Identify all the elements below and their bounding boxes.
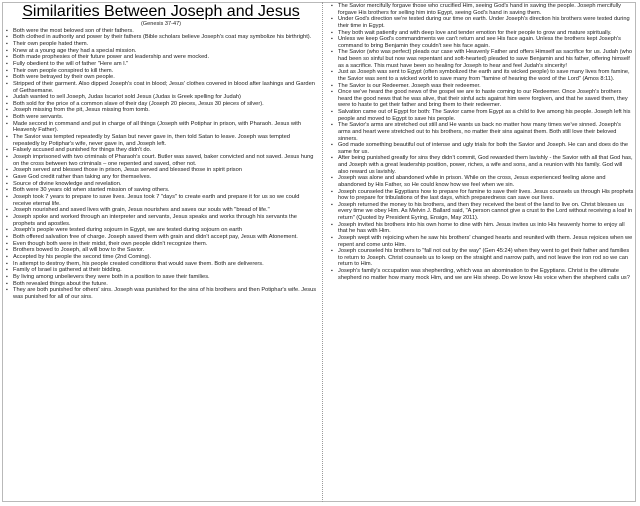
- similarity-item: ▪ Both sold for the price of a common slave of their day (Joseph 20 pieces, Jesus 30 pieces of silver).: [5, 101, 317, 108]
- similarity-item: ▪ Even though both were in their midst, their own people didn't recognize them.: [5, 241, 317, 248]
- similarity-item: ▪ Both made prophesies of their future power and leadership and were mocked.: [5, 54, 317, 61]
- similarity-item: ▪ Salvation came out of Egypt for both: The Savior came from Egypt as a child to live among his people. Joseph left his people and moved to Egypt to save his people.: [330, 109, 634, 122]
- similarity-item: ▪ By living among unbelievers they were both in a position to save their families.: [5, 274, 317, 281]
- similarity-item: ▪ Falsely accused and punished for things they didn't do.: [5, 147, 317, 154]
- similarity-item: ▪ Joseph took 7 years to prepare to save lives. Jesus took 7 "days" to create earth and prepare it for us so we could receive eternal life.: [5, 194, 317, 207]
- similarity-item: ▪ The Savior is our Redeemer. Joseph was their redeemer.: [330, 83, 634, 90]
- similarity-item: ▪ After being punished greatly for sins they didn't commit, God rewarded them lavishly - the Savior with all that God has, and Joseph with a great leadership position, power, riches, a wife and sons, and a reunion with his family. God will also reward us lavishly.: [330, 155, 634, 175]
- similarity-item: ▪ Their own people hated them.: [5, 41, 317, 48]
- similarity-item: ▪ Judah wanted to sell Joseph, Judas Iscariot sold Jesus (Judas is Greek spelling for Judah): [5, 94, 317, 101]
- similarity-item: ▪ Gave God credit rather than taking any for themselves.: [5, 174, 317, 181]
- left-similarity-list: [5, 28, 317, 301]
- similarity-item: ▪ Joseph wept with rejoicing when he saw his brothers' changed hearts and reunited with them. Jesus rejoices when we repent and come unto Him.: [330, 235, 634, 248]
- similarity-item: ▪ Joseph's people were tested during sojourn in Egypt, we are tested during sojourn on earth: [5, 227, 317, 234]
- page-title: Similarities Between Joseph and Jesus: [22, 3, 300, 20]
- similarity-item: ▪ Joseph's family's occupation was shepherding, which was an abomination to the Egyptians. Christ is the ultimate shepherd no matter how many mock Him, and we are His sheep. Do we know His voice when the shepherd calls us?: [330, 268, 634, 281]
- similarity-item: ▪ Under God's direction we're tested during our time on earth. Under Joseph's direction his brothers were tested during their time in Egypt.: [330, 16, 634, 29]
- similarity-item: ▪ The Savior (who was perfect) pleads our case with Heavenly Father and offers Himself as sacrifice for us. Judah (who had been so sinful but now was repentant and soft-hearted) pleaded to save Benjamin and his father, offering himself as a sacrifice. This must have been so healing for Joseph to hear and feel Judah's sincerity!: [330, 49, 634, 69]
- similarity-item: ▪ Knew at a young age they had a special mission.: [5, 48, 317, 55]
- similarity-item: ▪ Made second in command and put in charge of all things (Joseph with Potiphar in prison, with Pharaoh. Jesus with Heavenly Father).: [5, 121, 317, 134]
- similarity-item: ▪ Source of divine knowledge and revelation.: [5, 181, 317, 188]
- similarity-item: ▪ Joseph missing from the pit, Jesus missing from tomb.: [5, 107, 317, 114]
- similarity-item: ▪ Both were betrayed by their own people.: [5, 74, 317, 81]
- similarity-item: ▪ They both wait patiently and with deep love and tender emotion for their people to grow and mature spiritually.: [330, 30, 634, 37]
- right-similarity-list: [330, 3, 634, 281]
- similarity-item: ▪ Both were 30 years old when started mission of saving others.: [5, 187, 317, 194]
- similarity-item: ▪ The Savior mercifully forgave those who crucified Him, seeing God's hand in saving the people. Joseph mercifully forgave His brothers for selling him into Egypt, seeing God's hand in saving them.: [330, 3, 634, 16]
- scripture-reference: (Genesis 37-47): [140, 21, 182, 27]
- similarity-item: ▪ God made something beautiful out of intense and ugly trials for both the Savior and Joseph. He can and does do the same for us.: [330, 142, 634, 155]
- similarity-item: ▪ Both offered salvation free of charge. Joseph saved them with grain and didn't accept pay, Jesus with Atonement.: [5, 234, 317, 241]
- similarity-item: ▪ Accepted by his people the second time (2nd Coming).: [5, 254, 317, 261]
- left-column: [5, 3, 317, 301]
- similarity-item: ▪ Joseph counseled the Egyptians how to prepare for famine to save their lives. Jesus counsels us through His prophets how to prepare for tribulations of the last days, which preparedness can save our lives.: [330, 189, 634, 202]
- similarity-item: ▪ Both revealed things about the future.: [5, 281, 317, 288]
- similarity-item: ▪ Joseph spoke and worked through an interpreter and servants, Jesus speaks and works through his servants the prophets and apostles.: [5, 214, 317, 227]
- similarity-item: ▪ The Savior was tempted repeatedly by Satan but never gave in, then told Satan to leave. Joseph was tempted repeatedly by Potiphar's wife, never gave in, and Joseph left.: [5, 134, 317, 147]
- similarity-item: ▪ Joseph counseled his brothers to "fall not out by the way" (Gen 45:24) when they went to get their father and families to return to Joseph. Christ counsels us to keep on the straight and narrow path, and not leave the iron rod so we can return to Him.: [330, 248, 634, 268]
- similarity-item: ▪ Stripped of their garment. Also dipped Joseph's coat in blood; Jesus' clothes covered in blood after lashings and Garden of Gethsemane.: [5, 81, 317, 94]
- right-column: [330, 3, 634, 281]
- similarity-item: ▪ Family of Israel is gathered at their bidding.: [5, 267, 317, 274]
- similarity-item: ▪ Joseph nourished and saved lives with grain, Jesus nourishes and saves our souls with "bread of life.": [5, 207, 317, 214]
- similarity-item: ▪ Joseph returned the money to his brothers, and then they received the best of the land to live on. Christ blesses us every time we obey Him. As Melvin J. Ballard said, "A person cannot give a crust to the Lord without receiving a loaf in return" (Quoted by President Eyring, Ensign, May 2011).: [330, 202, 634, 222]
- similarity-item: ▪ In attempt to destroy them, his people created conditions that would save them. Both are deliverers.: [5, 261, 317, 268]
- similarity-item: ▪ Fully obedient to the will of father "Here am I.": [5, 61, 317, 68]
- similarity-item: ▪ Joseph served and blessed those in prison, Jesus served and blessed those in spirit prison: [5, 167, 317, 174]
- similarity-item: ▪ Both were the most beloved son of their fathers.: [5, 28, 317, 35]
- column-divider: [322, 2, 323, 502]
- similarity-item: ▪ Joseph imprisoned with two criminals of Pharaoh's court. Butler was saved, baker convicted and not saved. Jesus hung on the cross between two criminals – one repented and saved, other not.: [5, 154, 317, 167]
- similarity-item: ▪ Joseph was alone and abandoned while in prison. While on the cross, Jesus experienced feeling alone and abandoned by His Father, so He could know how we feel when we sin.: [330, 175, 634, 188]
- similarity-item: ▪ Their own people conspired to kill them.: [5, 68, 317, 75]
- similarity-item: ▪ Once we've heard the good news of the gospel we are to haste coming to our Redeemer. Once Joseph's brothers heard the good news that he was alive, that their sinful acts against him were forgiven, and that he saved them, they were to haste to get their father and bring them to their redeemer.: [330, 89, 634, 109]
- similarity-item: ▪ Joseph invited his brothers into his own home to dine with him. Jesus invites us into His heavenly home to enjoy all that he has with Him.: [330, 222, 634, 235]
- similarity-item: ▪ Just as Joseph was sent to Egypt (often symbolized the earth and its wicked people) to save many lives from famine, the Savior was sent to a wicked world to save many from "famine of hearing the word of the Lord" (Amos 8:11).: [330, 69, 634, 82]
- similarity-item: ▪ Brothers bowed to Joseph, all will bow to the Savior.: [5, 247, 317, 254]
- similarity-item: ▪ Unless we keep God's commandments we can't return and see His face again. Unless the brothers kept Joseph's command to bring Benjamin they couldn't see his face again.: [330, 36, 634, 49]
- similarity-item: ▪ The Savior's arms are stretched out still and He wants us back no matter how many times we've sinned. Joseph's arms and heart were stretched out to his brothers, no matter their sins against them. Both still love their beloved sinners.: [330, 122, 634, 142]
- similarity-item: ▪ Both were servants.: [5, 114, 317, 121]
- similarity-item: ▪ They are both punished for others' sins. Joseph was punished for the sins of his brothers and then Potiphar's wife. Jesus was punished for all of our sins.: [5, 287, 317, 300]
- similarity-item: ▪ Both clothed in authority and power by their fathers (Bible scholars believe Joseph's coat may symbolize his birthright).: [5, 34, 317, 41]
